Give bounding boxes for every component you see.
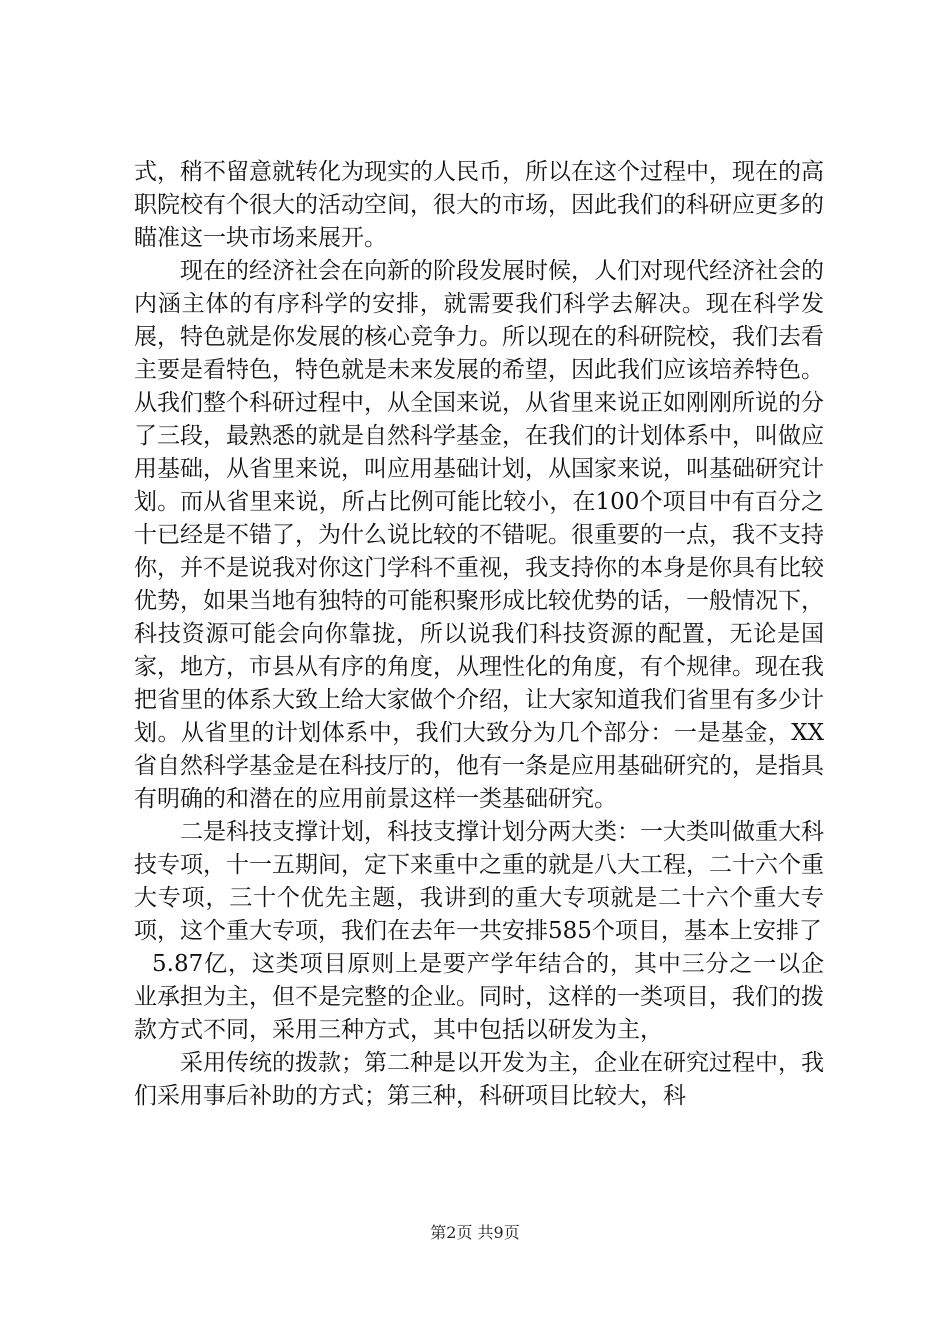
document-body: [134, 156, 824, 1113]
paragraph-1: 式，稍不留意就转化为现实的人民币，所以在这个过程中，现在的高职院校有个很大的活动空间，很大的市场，因此我们的科研应更多的瞄准这一块市场来展开。: [134, 159, 824, 251]
paragraph-4: 5.87亿，这类项目原则上是要产学年结合的，其中三分之一以企业承担为主，但不是完整的企业。同时，这样的一类项目，我们的拨款方式不同，采用三种方式，其中包括以研发为主，: [134, 951, 824, 1043]
paragraph-2: 现在的经济社会在向新的阶段发展时候，人们对现代经济社会的内涵主体的有序科学的安排，就需要我们科学去解决。现在科学发展，特色就是你发展的核心竞争力。所以现在的科研院校，我们去看主要是看特色，特色就是未来发展的希望，因此我们应该培养特色。从我们整个科研过程中，从全国来说，从省里来说正如刚刚所说的分了三段，最熟悉的就是自然科学基金，在我们的计划体系中，叫做应用基础，从省里来说，叫应用基础计划，从国家来说，叫基础研究计划。而从省里来说，所占比例可能比较小，在100个项目中有百分之十已经是不错了，为什么说比较的不错呢。很重要的一点，我不支持你，并不是说我对你这门学科不重视，我支持你的本身是你具有比较优势，如果当地有独特的可能积聚形成比较优势的话，一般情况下，科技资源可能会向你靠拢，所以说我们科技资源的配置，无论是国家，地方，市县从有序的角度，从理性化的角度，有个规律。现在我把省里的体系大致上给大家做个介绍，让大家知道我们省里有多少计划。从省里的计划体系中，我们大致分为几个部分：一是基金，XX省自然科学基金是在科技厅的，他有一条是应用基础研究的，是指具有明确的和潜在的应用前景这样一类基础研究。: [134, 258, 824, 812]
paragraph-5: 采用传统的拨款；第二种是以开发为主，企业在研究过程中，我们采用事后补助的方式；第三种，科研项目比较大，科: [134, 1050, 824, 1109]
paragraph-3: 二是科技支撑计划，科技支撑计划分两大类：一大类叫做重大科技专项，十一五期间，定下来重中之重的就是八大工程，二十六个重大专项，三十个优先主题，我讲到的重大专项就是二十六个重大专项，这个重大专项，我们在去年一共安排585个项目，基本上安排了: [134, 819, 824, 944]
page-number-footer: 第2页 共9页: [430, 1223, 520, 1242]
